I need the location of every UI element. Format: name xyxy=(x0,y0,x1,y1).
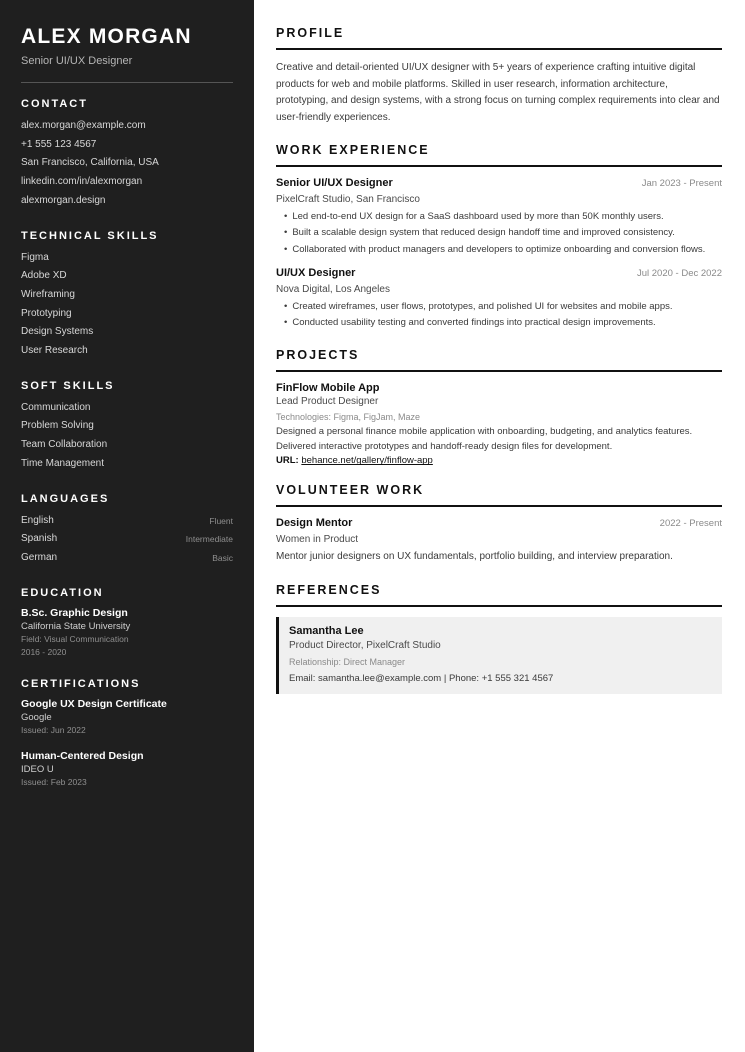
project-description: Designed a personal finance mobile application with onboarding, budgeting, and analytics features. xyxy=(276,426,693,438)
language-level: Fluent xyxy=(209,515,233,526)
project-url-row xyxy=(276,455,722,466)
references-heading: REFERENCES xyxy=(276,583,722,607)
job-entry xyxy=(276,177,722,258)
languages-heading: LANGUAGES xyxy=(21,492,110,505)
volunteer-title: Design Mentor xyxy=(276,517,353,530)
soft-skill-item: Problem Solving xyxy=(21,420,94,432)
job-company: PixelCraft Studio, San Francisco xyxy=(276,194,420,205)
certification-item xyxy=(21,697,233,737)
job-bullet: • Conducted usability testing and converted findings into practical design improvements. xyxy=(284,315,722,331)
job-header xyxy=(276,177,722,189)
job-bullets xyxy=(276,209,722,258)
job-header xyxy=(276,267,722,279)
volunteer-heading: VOLUNTEER WORK xyxy=(276,483,722,507)
volunteer-description: Mentor junior designers on UX fundamentals, portfolio building, and interview preparation. xyxy=(276,551,673,563)
volunteer-section xyxy=(276,483,722,566)
project-url-link[interactable]: behance.net/gallery/finflow-app xyxy=(301,455,433,467)
project-description: Delivered interactive prototypes and handoff-ready design files for development. xyxy=(276,440,613,452)
certification-issuer: IDEO U xyxy=(21,763,54,775)
certification-issued: Issued: Feb 2023 xyxy=(21,776,87,787)
candidate-role: Senior UI/UX Designer xyxy=(21,55,133,67)
sidebar xyxy=(0,0,254,1052)
reference-position: Product Director, PixelCraft Studio xyxy=(289,639,441,651)
contact-website[interactable]: alexmorgan.design xyxy=(21,194,106,206)
reference-contact: Email: samantha.lee@example.com | Phone: +1 555 321 4567 xyxy=(289,672,554,684)
education-years: 2016 - 2020 xyxy=(21,646,67,657)
technical-skill-item: Wireframing xyxy=(21,288,75,300)
job-dates: Jan 2023 - Present xyxy=(641,178,722,189)
references-section xyxy=(276,583,722,694)
technical-skill-item: Adobe XD xyxy=(21,270,67,282)
profile-text: Creative and detail-oriented UI/UX designer with 5+ years of experience crafting intuitive digital products for web and mobile platforms. Skilled in user research, information architecture, prototyping, and design systems, with a strong focus on turning complex requirements into clear and user-friendly experiences. xyxy=(276,62,720,123)
certification-issuer: Google xyxy=(21,711,52,723)
job-dates: Jul 2020 - Dec 2022 xyxy=(636,267,722,279)
technical-skills-heading: TECHNICAL SKILLS xyxy=(21,229,159,242)
certification-issued: Issued: Jun 2022 xyxy=(21,724,86,735)
technical-skill-item: User Research xyxy=(21,345,88,357)
soft-skill-item: Communication xyxy=(21,401,91,413)
profile-section xyxy=(276,26,722,126)
job-title: Senior UI/UX Designer xyxy=(276,177,393,189)
contact-location: San Francisco, California, USA xyxy=(21,157,159,169)
contact-email[interactable]: alex.morgan@example.com xyxy=(21,120,146,131)
volunteer-org: Women in Product xyxy=(276,534,359,546)
job-title: UI/UX Designer xyxy=(276,266,356,279)
reference-name: Samantha Lee xyxy=(289,624,364,637)
job-company: Nova Digital, Los Angeles xyxy=(276,283,390,295)
profile-heading: PROFILE xyxy=(276,26,722,50)
language-name: German xyxy=(21,551,58,563)
education-heading: EDUCATION xyxy=(21,586,104,599)
language-name: English xyxy=(21,514,54,526)
projects-heading: PROJECTS xyxy=(276,348,722,372)
soft-skill-item: Time Management xyxy=(21,457,104,469)
certification-title: Google UX Design Certificate xyxy=(21,697,167,710)
soft-skills-heading: SOFT SKILLS xyxy=(21,379,115,392)
language-name: Spanish xyxy=(21,533,58,545)
projects-section xyxy=(276,348,722,466)
education-degree: B.Sc. Graphic Design xyxy=(21,606,128,619)
candidate-name: ALEX MORGAN xyxy=(21,25,192,48)
language-row xyxy=(21,549,233,568)
certifications-heading: CERTIFICATIONS xyxy=(21,677,141,690)
soft-skill-item: Team Collaboration xyxy=(21,439,108,451)
project-title: FinFlow Mobile App xyxy=(276,382,380,395)
technical-skill-item: Prototyping xyxy=(21,307,72,319)
project-technologies: Technologies: Figma, FigJam, Maze xyxy=(276,412,421,423)
job-entry xyxy=(276,267,722,332)
volunteer-header xyxy=(276,517,722,529)
contact-heading: CONTACT xyxy=(21,98,88,110)
project-role: Lead Product Designer xyxy=(276,396,379,408)
language-level: Intermediate xyxy=(185,534,233,545)
volunteer-dates: 2022 - Present xyxy=(659,518,722,530)
job-bullet: • Created wireframes, user flows, prototypes, and polished UI for websites and mobile apps. xyxy=(284,299,722,315)
contact-linkedin[interactable]: linkedin.com/in/alexmorgan xyxy=(21,176,143,188)
reference-card xyxy=(276,617,722,694)
job-bullet: • Collaborated with product managers and developers to optimize onboarding and conversion flows. xyxy=(284,242,722,258)
job-bullets xyxy=(276,299,722,332)
sidebar-divider xyxy=(21,82,233,83)
experience-section xyxy=(276,143,722,331)
reference-relationship: Relationship: Direct Manager xyxy=(289,656,406,667)
contact-phone[interactable]: +1 555 123 4567 xyxy=(21,138,97,150)
education-school: California State University xyxy=(21,620,131,632)
language-row xyxy=(21,512,233,531)
job-bullet: • Led end-to-end UX design for a SaaS dashboard used by more than 50K monthly users. xyxy=(284,209,722,225)
language-row xyxy=(21,530,233,549)
main-content xyxy=(254,0,745,1052)
project-entry xyxy=(276,382,722,466)
job-bullet: • Built a scalable design system that reduced design handoff time and improved consistency. xyxy=(284,225,722,241)
technical-skill-item: Design Systems xyxy=(21,326,94,338)
certification-title: Human-Centered Design xyxy=(21,749,144,762)
technical-skill-item: Figma xyxy=(21,251,49,263)
certification-item xyxy=(21,749,233,789)
education-field: Field: Visual Communication xyxy=(21,633,129,644)
project-url-label: URL: xyxy=(276,455,299,467)
language-level: Basic xyxy=(212,552,233,563)
experience-heading: WORK EXPERIENCE xyxy=(276,143,722,167)
